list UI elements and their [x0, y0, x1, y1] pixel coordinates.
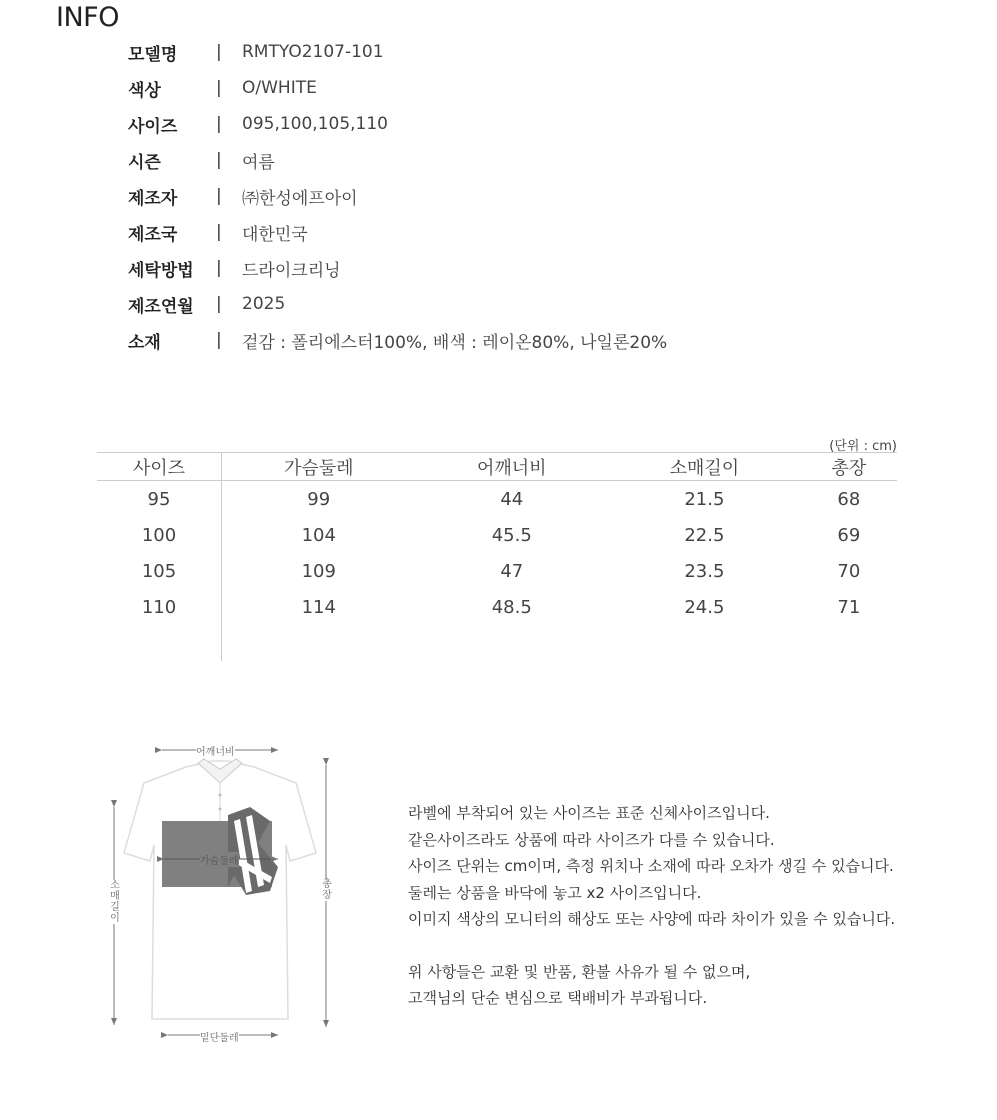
info-label: 모델명 [128, 44, 178, 65]
table-cell: 22.5 [684, 524, 725, 546]
hem-label: 밑단둘레 [200, 1029, 239, 1044]
table-cell: 24.5 [684, 596, 725, 618]
table-cell: 69 [837, 524, 861, 546]
info-separator: | [216, 42, 222, 62]
table-cell: 109 [301, 560, 336, 582]
table-cell: 44 [500, 488, 524, 510]
info-label: 시즌 [128, 152, 161, 173]
info-value: ㈜한성에프아이 [242, 188, 358, 209]
info-title: INFO [56, 2, 119, 33]
info-separator: | [216, 114, 222, 134]
table-cell: 21.5 [684, 488, 725, 510]
info-separator: | [216, 258, 222, 278]
info-row-season [128, 142, 667, 178]
table-cell: 99 [307, 488, 331, 510]
table-cell: 47 [500, 560, 524, 582]
note-line: 둘레는 상품을 바닥에 놓고 x2 사이즈입니다. [408, 883, 702, 902]
table-cell: 71 [837, 596, 861, 618]
info-row-washing [128, 250, 667, 286]
info-label: 색상 [128, 80, 161, 101]
length-label: 총장 [322, 879, 332, 901]
info-label: 사이즈 [128, 116, 178, 137]
table-row [97, 589, 897, 625]
table-header: 총장 [801, 453, 897, 481]
note-line: 같은사이즈라도 상품에 따라 사이즈가 다를 수 있습니다. [408, 830, 775, 849]
info-row-model [128, 34, 667, 70]
table-header: 어깨너비 [415, 453, 608, 481]
chest-label: 가슴둘레 [200, 852, 239, 867]
info-separator: | [216, 150, 222, 170]
info-separator: | [216, 186, 222, 206]
note-line: 위 사항들은 교환 및 반품, 환불 사유가 될 수 없으며, [408, 962, 751, 981]
table-cell: 95 [97, 481, 222, 518]
info-row-manufacturer [128, 178, 667, 214]
table-spacer-row [97, 625, 897, 661]
info-row-color [128, 70, 667, 106]
size-table [97, 452, 897, 661]
table-row [97, 517, 897, 553]
sleeve-label: 소매길이 [110, 880, 120, 924]
table-cell: 110 [97, 589, 222, 625]
info-value: 여름 [242, 152, 275, 173]
info-separator: | [216, 78, 222, 98]
info-label: 세탁방법 [128, 260, 194, 281]
info-value: RMTYO2107-101 [242, 42, 384, 62]
table-header: 사이즈 [97, 453, 222, 481]
table-cell: 114 [301, 596, 336, 618]
info-separator: | [216, 294, 222, 314]
info-separator: | [216, 330, 222, 350]
unit-label: (단위 : cm) [829, 439, 897, 454]
table-cell: 48.5 [491, 596, 532, 618]
table-row [97, 553, 897, 589]
polo-shirt-illustration [100, 735, 340, 1055]
product-info-list [128, 34, 667, 358]
table-header-row [97, 453, 897, 481]
shoulder-label: 어깨너비 [196, 743, 235, 758]
info-row-size [128, 106, 667, 142]
info-value: O/WHITE [242, 78, 317, 98]
note-line: 고객님의 단순 변심으로 택배비가 부과됩니다. [408, 989, 708, 1007]
info-value: 겉감 : 폴리에스터100%, 배색 : 레이온80%, 나일론20% [242, 332, 668, 353]
note-line: 사이즈 단위는 cm이며, 측정 위치나 소재에 따라 오차가 생길 수 있습니다. [408, 857, 894, 875]
info-row-material [128, 322, 667, 358]
info-label: 제조연월 [128, 296, 194, 317]
table-cell: 105 [97, 553, 222, 589]
info-label: 제조국 [128, 224, 178, 245]
info-value: 2025 [242, 294, 286, 314]
table-cell: 45.5 [491, 524, 532, 546]
table-header: 가슴둘레 [222, 453, 416, 481]
note-line: 라벨에 부착되어 있는 사이즈는 표준 신체사이즈입니다. [408, 804, 770, 822]
table-cell: 70 [837, 560, 861, 582]
table-header: 소매길이 [608, 453, 801, 481]
info-value: 대한민국 [242, 224, 308, 245]
info-value: 095,100,105,110 [242, 114, 389, 134]
table-cell: 100 [97, 517, 222, 553]
table-cell: 68 [837, 488, 861, 510]
info-value: 드라이크리닝 [242, 260, 341, 281]
info-row-date [128, 286, 667, 322]
info-label: 제조자 [128, 188, 178, 209]
size-notes [408, 800, 895, 1012]
info-separator: | [216, 222, 222, 242]
shirt-measurement-diagram [100, 735, 340, 1055]
info-row-country [128, 214, 667, 250]
note-line: 이미지 색상의 모니터의 해상도 또는 사양에 따라 차이가 있을 수 있습니다. [408, 910, 896, 928]
table-row [97, 481, 897, 518]
table-cell: 23.5 [684, 560, 725, 582]
table-cell: 104 [301, 524, 336, 546]
info-label: 소재 [128, 332, 161, 353]
